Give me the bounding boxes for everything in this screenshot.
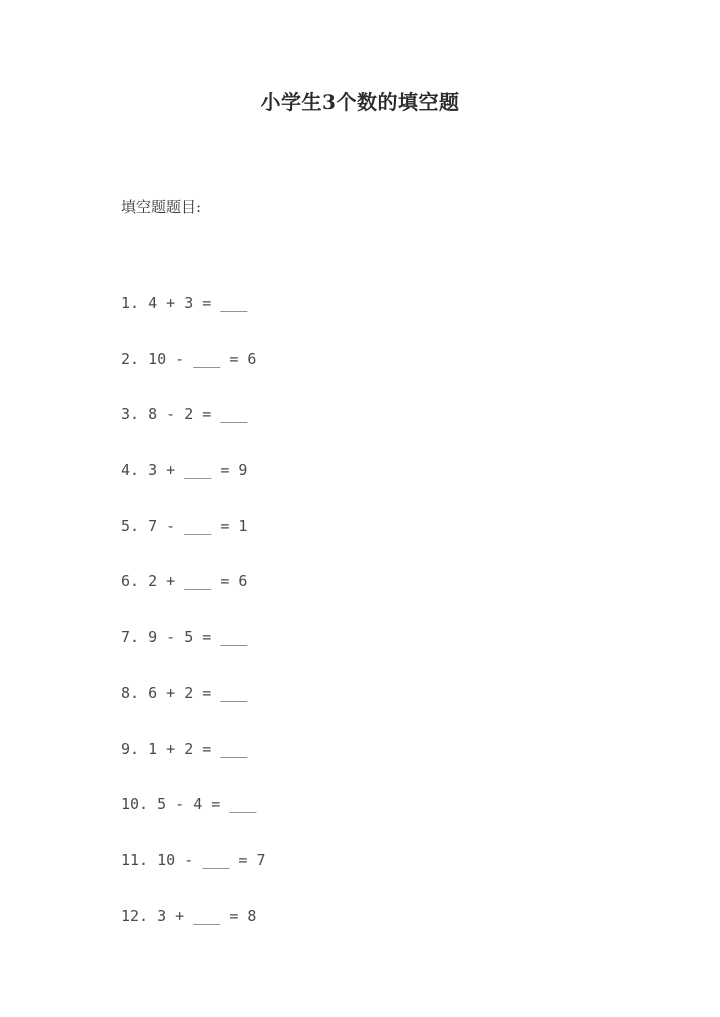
question-item: 1. 4 + 3 = ___ <box>121 294 248 312</box>
question-item: 12. 3 + ___ = 8 <box>121 906 257 925</box>
document-title: 小学生3个数的填空题 <box>260 90 460 114</box>
section-label: 填空题题目: <box>121 198 202 216</box>
question-item: 11. 10 - ___ = 7 <box>121 850 266 869</box>
question-item: 2. 10 - ___ = 6 <box>121 349 257 368</box>
question-item: 10. 5 - 4 = ___ <box>121 795 257 814</box>
question-item: 7. 9 - 5 = ___ <box>121 628 248 647</box>
question-item: 4. 3 + ___ = 9 <box>121 461 248 480</box>
question-item: 5. 7 - ___ = 1 <box>121 516 248 535</box>
question-item: 3. 8 - 2 = ___ <box>121 405 248 424</box>
question-item: 8. 6 + 2 = ___ <box>121 683 248 702</box>
question-item: 6. 2 + ___ = 6 <box>121 572 248 591</box>
question-list <box>121 292 266 960</box>
question-item: 9. 1 + 2 = ___ <box>121 739 248 758</box>
